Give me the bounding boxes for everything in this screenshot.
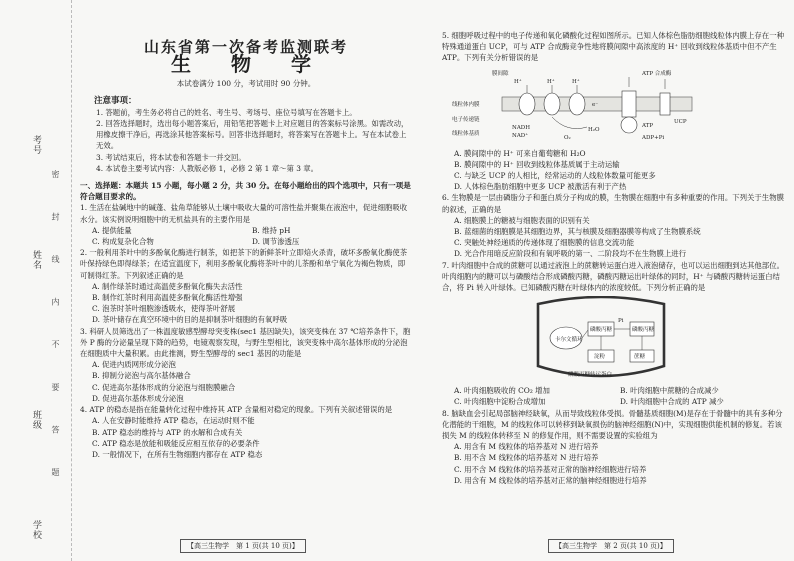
option: D. 茶叶储存在真空环境中的目的是抑制茶叶细胞的有氧呼吸 bbox=[92, 315, 288, 325]
binding-margin bbox=[0, 0, 72, 561]
question-8 bbox=[442, 408, 786, 486]
option: D. 人体棕色脂肪细胞中更多 UCP 被激活有利于产热 bbox=[454, 182, 627, 192]
question-1 bbox=[80, 202, 412, 247]
question-stem: 8. 脑缺血会引起局部脑神经缺氧，从而导致线粒体受损。骨髓基质细胞(M)是存在于骨髓中的具有多种分化潜能的干细胞，M 的线粒体可以转移到缺氧损伤的脑神经细胞(N)中，实现细胞供能机制的修复。若该损失 M 的线粒体转移至 N 的修复作用，则不需要设置的实验组为 bbox=[442, 408, 783, 441]
option: B. 用不含 M 线粒体的培养基对 N 进行培养 bbox=[454, 453, 599, 463]
option: A. 细胞膜上的糖被与细胞表面的识别有关 bbox=[454, 215, 590, 225]
option-row bbox=[442, 385, 786, 396]
option-row bbox=[80, 225, 412, 236]
option: C. 叶肉细胞中淀粉合成增加 bbox=[454, 397, 546, 407]
notice-item: 2. 回答选择题时，选出每小题答案后，用铅笔把答题卡上对应题目的答案标号涂黑。如需改动，用橡皮擦干净后，再选涂其他答案标号。回答非选择题时，将答案写在答题卡上。写在本试卷上无效。 bbox=[96, 119, 409, 151]
question-stem: 3. 科研人员筛选出了一株温度敏感型酵母突变株(sec1 基因缺失)，该突变株在 37 ℃培养条件下，胞外 P 酶的分泌量呈现下降的趋势，电镜观察发现，与野生型相比，该突变株中高尔基体形成的分泌泡在细胞质中大量积累。由此推测，野生型酵母的 sec1 基因的功能是 bbox=[80, 326, 411, 359]
proton-label: H⁺ bbox=[547, 78, 555, 85]
inner-membrane-label: 线粒体内膜 bbox=[452, 101, 480, 108]
section-heading: 一、选择题：本题共 15 小题，每小题 2 分，共 30 分。在每小题给出的四个选项中，只有一项是符合题目要求的。 bbox=[80, 181, 411, 202]
right-column bbox=[442, 30, 786, 486]
exam-info: 本试卷满分 100 分，考试用时 90 分钟。 bbox=[176, 79, 316, 89]
subject-title: 生 物 学 bbox=[171, 52, 321, 77]
question-3 bbox=[80, 326, 412, 404]
question-stem: 4. ATP 的稳态是指在能量转化过程中维持其 ATP 含量相对稳定的现象。下列有关叙述错误的是 bbox=[80, 405, 393, 415]
question-5 bbox=[442, 30, 786, 192]
triose-label: 磷酸丙糖 bbox=[590, 327, 613, 334]
atp-synthase-label: ATP 合成酶 bbox=[642, 70, 672, 77]
intermembrane-label: 膜间隙 bbox=[492, 70, 509, 77]
name-label: 姓名 bbox=[31, 250, 41, 270]
matrix-label: 线粒体基质 bbox=[452, 130, 480, 137]
option: D. 促进高尔基体形成分泌泡 bbox=[92, 393, 184, 403]
option: A. 叶肉细胞吸收的 CO₂ 增加 bbox=[454, 386, 550, 396]
mitochondria-diagram bbox=[452, 67, 702, 145]
option: B. 抑制分泌泡与高尔基体融合 bbox=[92, 371, 191, 381]
triose-label: 磷酸丙糖 bbox=[632, 327, 655, 334]
option: C. 促进高尔基体形成的分泌泡与细胞膜融合 bbox=[92, 382, 236, 392]
option-row bbox=[442, 396, 786, 407]
notice-item: 3. 考试结束后，将本试卷和答题卡一并交回。 bbox=[96, 152, 246, 162]
option: A. 促进内质网形成分泌泡 bbox=[92, 360, 176, 370]
question-4 bbox=[80, 404, 412, 460]
ucp-label: UCP bbox=[674, 118, 687, 125]
option-row bbox=[80, 236, 412, 247]
question-stem: 2. 一般利用茶叶中的多酚氧化酶进行制茶，如把茶下的新鲜茶叶立即焙火杀青，破坏多酚氧化酶使茶叶保持绿色即得绿茶；在适宜温度下，利用多酚氧化酶将茶叶中的儿茶酚和单宁氧化为褐色物质，即可制得红茶。下列叙述正确的是 bbox=[80, 248, 408, 280]
question-stem: 7. 叶肉细胞中合成的蔗糖可以通过液泡上的蔗糖转运蛋白进入液泡储存，也可以运出细胞到达其他部位。叶肉细胞内的糖可以与磷酸结合形成磷酸丙糖，磷酸丙糖运出叶绿体的同时，H⁺ 与磷酸丙糖转运蛋白结合，将 Pi 转入叶绿体。已知磷酸丙糖在叶绿体内的浓度较低。下列分析正确的是 bbox=[442, 260, 784, 293]
option: B. 制作红茶时利用高温使多酚氧化酶活性增强 bbox=[92, 293, 243, 303]
option: D. 一般情况下，在所有生物细胞内都存在 ATP 稳态 bbox=[92, 449, 263, 459]
chloroplast-diagram bbox=[526, 296, 676, 382]
sucrose-label: 蔗糖 bbox=[634, 354, 646, 361]
option: B. 维持 pH bbox=[252, 225, 291, 235]
notice-item: 4. 本试卷主要考试内容：人教版必修 1，必修 2 第 1 章～第 3 章。 bbox=[96, 163, 319, 173]
proton-label: H⁺ bbox=[572, 78, 580, 85]
question-stem: 6. 生物膜是一层由磷脂分子和蛋白质分子构成的膜，生物膜在细胞中有多种重要的作用。下列关于生物膜的叙述，正确的是 bbox=[442, 193, 784, 214]
question-stem: 5. 细胞呼吸过程中的电子传递和氧化磷酸化过程如图所示。已知人体棕色脂肪细胞线粒体内膜上存在一种特殊通道蛋白 UCP，可与 ATP 合成酶竞争性地将膜间隙中高浓度的 H⁺ 回收到线粒体基质中但不产生 ATP。下列有关分析错误的是 bbox=[442, 31, 784, 63]
electron-label: e⁻ bbox=[592, 101, 599, 108]
pi-label: Pi bbox=[618, 318, 624, 325]
question-6 bbox=[442, 192, 786, 259]
atp-label: ATP bbox=[642, 122, 654, 129]
page-footer-right: 【高三生物学 第 2 页(共 10 页)】 bbox=[548, 539, 674, 553]
starch-label: 淀粉 bbox=[594, 354, 606, 361]
exam-number-label: 考号 bbox=[31, 135, 41, 155]
option: A. 提供能量 bbox=[92, 225, 132, 235]
proton-label: H⁺ bbox=[514, 78, 522, 85]
option: D. 用含有 M 线粒体的培养基对正常的脑神经细胞进行培养 bbox=[454, 475, 647, 485]
option: A. 制作绿茶时通过高温使多酚氧化酶失去活性 bbox=[92, 281, 243, 291]
calvin-label: 卡尔文循环 bbox=[555, 337, 583, 344]
transporter-label: 磷酸丙糖转运蛋白 bbox=[568, 372, 613, 379]
nad-label: NAD⁺ bbox=[512, 132, 529, 139]
option: B. ATP 稳态的维持与 ATP 的水解和合成有关 bbox=[92, 427, 243, 437]
seal-line-text: 密 封 线 内 不 要 答 题 bbox=[51, 170, 60, 492]
class-label: 班级 bbox=[31, 410, 41, 430]
question-stem: 1. 生活在盐碱地中的碱蓬、盐角草能够从土壤中吸收大量的可溶性盐并聚集在液泡中，促进细胞吸收水分。该实例说明细胞中的无机盐具有的主要作用是 bbox=[80, 203, 408, 224]
notice-item: 1. 答题前，考生务必将自己的姓名、考生号、考场号、座位号填写在答题卡上。 bbox=[96, 107, 357, 117]
adp-label: ADP+Pi bbox=[642, 134, 665, 141]
option: C. 泡茶时茶叶细胞渗透吸水，使得茶叶舒展 bbox=[92, 304, 236, 314]
option: C. ATP 稳态是放能和吸能反应相互依存的必要条件 bbox=[92, 438, 260, 448]
oxygen-label: O₂ bbox=[564, 134, 571, 141]
question-2 bbox=[80, 247, 412, 325]
option: D. 光合作用暗反应阶段和有氧呼吸的第一、二阶段均不在生物膜上进行 bbox=[454, 249, 687, 259]
exam-title: 山东省第一次备考监测联考 bbox=[143, 38, 348, 56]
option: B. 膜间隙中的 H⁺ 回收到线粒体基质属于主动运输 bbox=[454, 159, 620, 169]
option: A. 人在安静时能维持 ATP 稳态，在运动时则不能 bbox=[92, 416, 255, 426]
notice-heading: 注意事项： bbox=[94, 95, 137, 106]
option: C. 用不含 M 线粒体的培养基对正常的脑神经细胞进行培养 bbox=[454, 464, 647, 474]
nadh-label: NADH bbox=[512, 124, 530, 131]
option: B. 蓝细菌的细胞膜是其细胞边界，其与核膜及细胞器膜等构成了生物膜系统 bbox=[454, 227, 701, 237]
school-label: 学校 bbox=[31, 520, 41, 540]
option: D. 调节渗透压 bbox=[252, 237, 300, 247]
option: D. 叶肉细胞中合成的 ATP 减少 bbox=[620, 397, 724, 407]
etc-label: 电子传递链 bbox=[452, 116, 480, 123]
option: C. 突触处神经递质的传递体现了细胞膜的信息交流功能 bbox=[454, 238, 635, 248]
option: B. 叶肉细胞中蔗糖的合成减少 bbox=[620, 386, 719, 396]
page-footer-left: 【高三生物学 第 1 页(共 10 页)】 bbox=[180, 539, 306, 553]
option: C. 与缺乏 UCP 的人相比，经常运动的人线粒体数量可能更多 bbox=[454, 171, 656, 181]
left-column bbox=[80, 30, 412, 460]
option: A. 用含有 M 线粒体的培养基对 N 进行培养 bbox=[454, 442, 599, 452]
option: A. 膜间隙中的 H⁺ 可来自葡萄糖和 H₂O bbox=[454, 148, 586, 158]
water-label: H₂O bbox=[588, 126, 600, 133]
option: C. 构成复杂化合物 bbox=[92, 237, 154, 247]
question-7 bbox=[442, 260, 786, 408]
